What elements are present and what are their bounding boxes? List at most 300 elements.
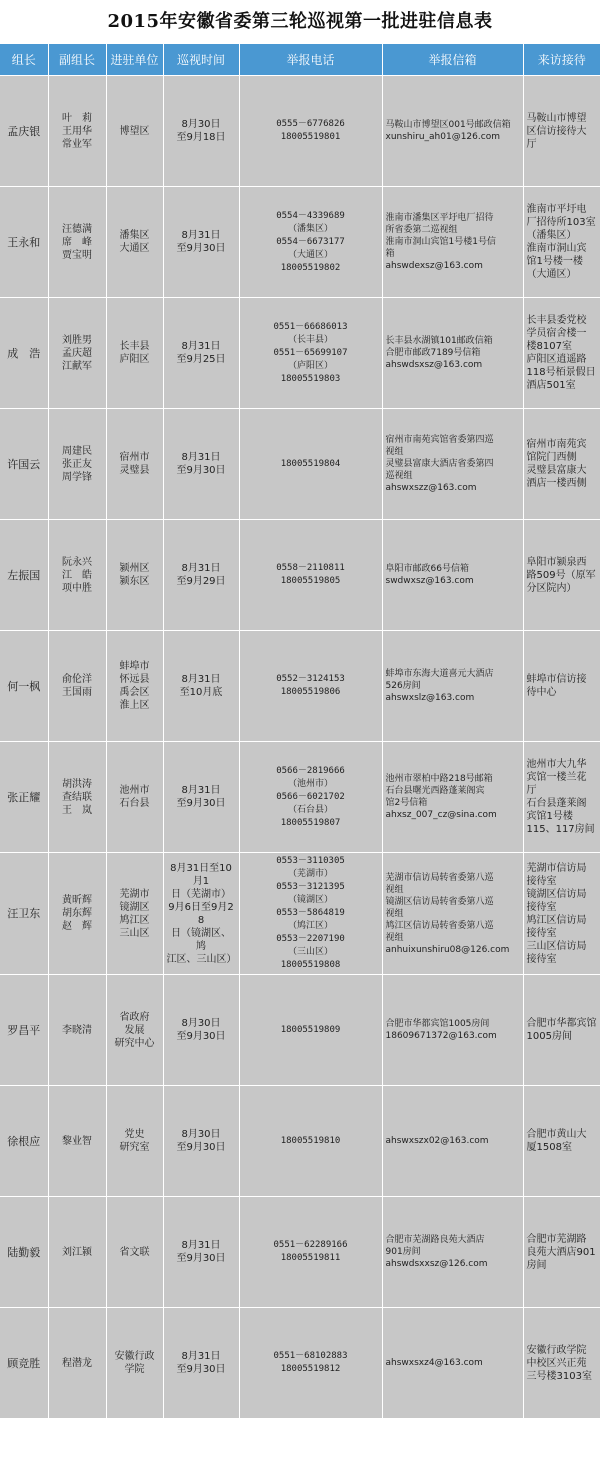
cell-leader: 许国云 <box>0 409 48 520</box>
cell-unit-line: 蚌埠市 <box>119 661 150 672</box>
cell-unit-line: 研究中心 <box>114 1037 155 1049</box>
cell-phone-line: 0551－66686013 <box>273 321 348 332</box>
cell-leader: 陆勤毅 <box>0 1197 48 1308</box>
cell-reception-line: 三号楼3103室 <box>526 1370 592 1382</box>
cell-deputies <box>48 853 106 975</box>
cell-deputies <box>48 1197 106 1308</box>
cell-time-line: 8月31日 <box>181 563 221 574</box>
cell-deputies-line: 江 皓 <box>62 569 92 581</box>
cell-reception-line: 三山区信访局 <box>526 940 587 952</box>
cell-deputies-line: 孟庆超 <box>62 347 92 359</box>
cell-mailbox <box>382 853 523 975</box>
cell-reception-line: 合肥市华都宾馆 <box>526 1018 597 1029</box>
cell-unit-line: 研究室 <box>119 1142 150 1153</box>
cell-phone <box>239 76 382 187</box>
cell-unit-line: 池州市 <box>119 785 150 796</box>
table-row <box>0 187 600 298</box>
header-reception: 来访接待 <box>523 44 600 76</box>
cell-phone-line: 0551－68102883 <box>273 1351 348 1361</box>
cell-phone-line: （鸠江区） <box>287 921 333 931</box>
cell-reception-line: 石台县蓬莱阁 <box>526 798 587 809</box>
cell-time-line: 至10月底 <box>179 687 223 698</box>
cell-reception <box>523 742 600 853</box>
cell-leader: 左振国 <box>0 520 48 631</box>
cell-mailbox-line: 馆2号信箱 <box>385 798 428 808</box>
cell-time-line: 8月31日 <box>181 1351 221 1362</box>
table-body <box>0 76 600 1419</box>
cell-phone-line: 0566－6021702 <box>276 791 345 802</box>
cell-mailbox-line: 灵璧县富康大酒店省委第四 <box>385 459 494 469</box>
cell-reception-line: 宾馆一楼兰花 <box>526 772 587 783</box>
cell-reception-line: 路509号（原军 <box>526 569 596 581</box>
cell-unit-line: 怀远县 <box>119 674 150 685</box>
cell-phone-line: （大通区） <box>287 249 333 260</box>
cell-mailbox <box>382 76 523 187</box>
cell-mailbox-line: 526房间 <box>385 681 421 691</box>
cell-reception-line: 镜湖区信访局 <box>526 888 587 900</box>
cell-time-line: 至9月29日 <box>176 576 226 587</box>
cell-mailbox-line: 阜阳市邮政66号信箱 <box>385 564 469 574</box>
cell-phone-line: 0553－3110305 <box>276 856 345 866</box>
cell-time <box>163 187 239 298</box>
cell-deputies <box>48 1308 106 1419</box>
cell-reception-line: 合肥市黄山大 <box>526 1129 587 1140</box>
cell-phone-line: 18005519805 <box>280 576 341 586</box>
cell-phone <box>239 409 382 520</box>
cell-reception-line: 厅 <box>526 785 537 796</box>
cell-unit-line: 发展 <box>124 1024 145 1036</box>
cell-phone <box>239 187 382 298</box>
cell-mailbox-line: 巡视组 <box>385 471 413 481</box>
table-row <box>0 742 600 853</box>
cell-deputies <box>48 520 106 631</box>
cell-mailbox <box>382 742 523 853</box>
cell-phone <box>239 975 382 1086</box>
cell-reception-line: 厅 <box>526 138 537 150</box>
cell-phone-line: 0551－62289166 <box>273 1240 348 1250</box>
cell-unit-line: 长丰县 <box>119 341 150 352</box>
cell-deputies-line: 赵 辉 <box>62 921 92 932</box>
table-row <box>0 76 600 187</box>
table-row <box>0 975 600 1086</box>
cell-unit <box>106 853 163 975</box>
cell-reception-line: 接待室 <box>526 927 557 939</box>
cell-unit-line: 党史 <box>124 1129 145 1140</box>
page-title: 2015年安徽省委第三轮巡视第一批进驻信息表 <box>107 11 493 32</box>
cell-mailbox <box>382 1308 523 1419</box>
cell-mailbox-line: 箱 <box>385 249 395 259</box>
cell-mailbox-line: ahswxslz@163.com <box>385 693 475 703</box>
table-row <box>0 1086 600 1197</box>
cell-deputies-line: 查结联 <box>62 791 92 803</box>
cell-leader: 汪卫东 <box>0 853 48 975</box>
cell-deputies-line: 王 岚 <box>62 804 92 816</box>
cell-mailbox-line: ahswxszz@163.com <box>385 483 477 493</box>
cell-time-line: 8月31日 <box>181 785 221 796</box>
cell-unit-line: 三山区 <box>119 927 150 939</box>
cell-phone-line: 0554－6673177 <box>276 236 345 247</box>
cell-time-line: 至9月30日 <box>176 1142 226 1153</box>
cell-reception-line: 酒店501室 <box>526 380 576 391</box>
cell-reception-line: 厦1508室 <box>526 1142 572 1153</box>
table-row <box>0 520 600 631</box>
cell-reception <box>523 409 600 520</box>
table-row <box>0 298 600 409</box>
cell-reception <box>523 853 600 975</box>
cell-mailbox-line: 合肥市邮政7189号信箱 <box>385 348 481 358</box>
cell-deputies <box>48 187 106 298</box>
cell-reception-line: （大通区） <box>526 269 577 280</box>
cell-reception <box>523 298 600 409</box>
cell-phone-line: 18005519808 <box>280 960 341 970</box>
cell-phone-line: 0552－3124153 <box>276 674 345 684</box>
cell-phone-line: 0551－65699107 <box>273 347 348 358</box>
cell-deputies-line: 周建民 <box>62 445 92 457</box>
cell-phone-line: 18005519806 <box>280 687 341 697</box>
cell-deputies-line: 黄昕辉 <box>62 895 92 906</box>
cell-reception-line: 楼8107室 <box>526 341 572 352</box>
cell-unit-line: 灵璧县 <box>119 465 150 476</box>
cell-phone-line: 0558－2110811 <box>276 563 345 573</box>
cell-phone-line: 0566－2819666 <box>276 765 345 776</box>
cell-mailbox-line: 901房间 <box>385 1247 421 1257</box>
cell-deputies-line: 张正友 <box>62 458 92 470</box>
cell-reception-line: 馆1号楼一楼 <box>526 256 583 267</box>
cell-time <box>163 409 239 520</box>
cell-unit-line: 宿州市 <box>119 452 150 463</box>
cell-phone-line: 18005519807 <box>280 817 341 828</box>
cell-time-line: 日（镜湖区、鸠 <box>171 927 231 952</box>
cell-mailbox-line: ahswxszx02@163.com <box>385 1136 489 1146</box>
cell-deputies-line: 周学锋 <box>62 471 92 483</box>
cell-deputies-line: 汪德满 <box>62 223 92 235</box>
cell-mailbox <box>382 1197 523 1308</box>
cell-reception-line: 安徽行政学院 <box>526 1344 587 1356</box>
cell-unit <box>106 1197 163 1308</box>
cell-unit-line: 学院 <box>124 1364 145 1375</box>
cell-reception-line: 待中心 <box>526 687 557 698</box>
cell-mailbox-line: ahswdexsz@163.com <box>385 261 483 271</box>
cell-deputies-line: 席 峰 <box>62 236 92 248</box>
cell-leader: 罗昌平 <box>0 975 48 1086</box>
cell-reception-line: 宾馆1号楼 <box>526 811 573 822</box>
cell-deputies-line: 项中胜 <box>62 582 92 594</box>
cell-time <box>163 975 239 1086</box>
cell-reception-line: 118号栢景假日 <box>526 367 596 378</box>
table-row <box>0 853 600 975</box>
cell-mailbox-line: anhuixunshiru08@126.com <box>385 944 510 955</box>
cell-reception-line: 鸠江区信访局 <box>526 914 587 926</box>
cell-time-line: 8月30日 <box>181 119 221 130</box>
cell-mailbox-line: xunshiru_ah01@126.com <box>385 132 500 142</box>
cell-reception <box>523 1308 600 1419</box>
cell-unit-line: 颍东区 <box>119 576 150 587</box>
cell-reception-line: 长丰县委党校 <box>526 315 587 326</box>
cell-mailbox-line: ahswdsxxsz@126.com <box>385 1259 488 1269</box>
cell-deputies-line: 黎业智 <box>62 1135 92 1147</box>
cell-reception-line: 阜阳市颍泉西 <box>526 556 587 568</box>
cell-time-line: 至9月18日 <box>176 132 226 143</box>
cell-mailbox <box>382 187 523 298</box>
cell-time-line: 江区、三山区） <box>166 953 237 965</box>
header-time: 巡视时间 <box>163 44 239 76</box>
cell-time-line: 8月31日 <box>181 1240 221 1251</box>
cell-deputies <box>48 631 106 742</box>
cell-time <box>163 298 239 409</box>
cell-deputies-line: 叶 莉 <box>62 112 92 124</box>
cell-deputies-line: 胡洪涛 <box>62 778 92 790</box>
cell-time-line: 至9月30日 <box>176 1364 226 1375</box>
cell-reception <box>523 631 600 742</box>
cell-phone-line: 18005519802 <box>280 262 341 273</box>
cell-reception-line: 合肥市芜湖路 <box>526 1233 587 1245</box>
cell-phone-line: （芜湖市） <box>287 869 333 879</box>
cell-phone-line: （镜湖区） <box>287 895 333 905</box>
cell-unit-line: 省文联 <box>119 1246 150 1258</box>
cell-deputies-line: 俞伦洋 <box>62 674 92 685</box>
table-row <box>0 1197 600 1308</box>
cell-reception-line: 宿州市南苑宾 <box>526 439 587 450</box>
cell-reception <box>523 1197 600 1308</box>
cell-reception-line: 蚌埠市信访接 <box>526 674 587 685</box>
cell-time <box>163 853 239 975</box>
cell-leader: 孟庆银 <box>0 76 48 187</box>
cell-phone-line: 18005519811 <box>280 1253 341 1263</box>
table-row <box>0 409 600 520</box>
cell-phone <box>239 298 382 409</box>
cell-unit <box>106 975 163 1086</box>
cell-mailbox-line: 视组 <box>385 932 404 943</box>
cell-phone-line: 18005519801 <box>280 132 341 142</box>
cell-unit-line: 芜湖市 <box>119 888 150 900</box>
cell-reception-line: 中校区兴正苑 <box>526 1357 587 1369</box>
cell-reception-line: 区信访接待大 <box>526 125 587 137</box>
cell-phone-line: 18005519803 <box>280 373 341 384</box>
cell-phone <box>239 1086 382 1197</box>
cell-phone-line: （石台县） <box>287 804 333 815</box>
cell-mailbox-line: ahswxsxz4@163.com <box>385 1358 483 1368</box>
cell-phone <box>239 520 382 631</box>
cell-time-line: 至9月30日 <box>176 465 226 476</box>
cell-time <box>163 1197 239 1308</box>
cell-unit <box>106 742 163 853</box>
cell-time-line: 日（芜湖市） <box>171 888 231 900</box>
table-row <box>0 631 600 742</box>
cell-unit-line: 石台县 <box>119 798 150 809</box>
cell-mailbox-line: 镜湖区信访局转省委第八巡 <box>385 896 494 907</box>
cell-leader: 成 浩 <box>0 298 48 409</box>
cell-reception-line: 池州市大九华 <box>526 759 587 770</box>
cell-time-line: 8月31日 <box>181 674 221 685</box>
cell-reception-line: 学员宿舍楼一 <box>526 328 587 339</box>
cell-mailbox <box>382 975 523 1086</box>
cell-deputies-line: 阮永兴 <box>62 556 92 568</box>
cell-time-line: 至9月30日 <box>176 243 226 254</box>
cell-time-line: 8月31日至10月1 <box>170 862 232 887</box>
cell-mailbox-line: 马鞍山市博望区001号邮政信箱 <box>385 120 511 130</box>
cell-unit-line: 省政府 <box>119 1011 150 1023</box>
cell-mailbox-line: 视组 <box>385 447 404 457</box>
cell-unit <box>106 76 163 187</box>
cell-mailbox-line: 石台县曙光西路蓬莱阁宾 <box>385 786 485 796</box>
cell-time-line: 8月30日 <box>181 1018 221 1029</box>
cell-reception-line: 酒店一楼西侧 <box>526 478 587 489</box>
cell-reception-line: （潘集区） <box>526 230 577 241</box>
cell-unit <box>106 187 163 298</box>
cell-phone-line: （三山区） <box>287 947 333 957</box>
cell-mailbox-line: 合肥市芜湖路良苑大酒店 <box>385 1235 485 1245</box>
header-row <box>0 44 600 76</box>
cell-unit-line: 颍州区 <box>119 563 150 574</box>
cell-mailbox-line: ahxsz_007_cz@sina.com <box>385 810 497 820</box>
cell-unit-line: 镜湖区 <box>119 901 150 913</box>
cell-reception-line: 馆院门西侧 <box>526 452 577 463</box>
cell-phone-line: 0553－5864819 <box>276 908 345 918</box>
cell-reception-line: 接待室 <box>526 875 557 887</box>
cell-unit <box>106 631 163 742</box>
cell-unit <box>106 1308 163 1419</box>
cell-unit <box>106 1086 163 1197</box>
cell-mailbox-line: 宿州市南苑宾馆省委第四巡 <box>385 435 494 445</box>
cell-phone-line: 0553－2207190 <box>276 934 345 944</box>
cell-deputies-line: 贾宝明 <box>62 249 92 261</box>
cell-leader: 王永和 <box>0 187 48 298</box>
cell-deputies-line: 王国雨 <box>62 687 92 698</box>
cell-reception-line: 厂招待所103室 <box>526 217 596 228</box>
cell-reception <box>523 1086 600 1197</box>
cell-phone-line: （潘集区） <box>287 223 333 234</box>
cell-leader: 顾竞胜 <box>0 1308 48 1419</box>
cell-mailbox <box>382 520 523 631</box>
cell-mailbox-line: 长丰县水湖镇101邮政信箱 <box>385 336 493 346</box>
cell-time <box>163 742 239 853</box>
cell-reception <box>523 520 600 631</box>
cell-phone-line: （长丰县） <box>287 334 333 345</box>
cell-mailbox-line: 淮南市洞山宾馆1号楼1号信 <box>385 237 496 247</box>
cell-phone <box>239 742 382 853</box>
cell-deputies <box>48 975 106 1086</box>
cell-phone <box>239 853 382 975</box>
cell-phone-line: （池州市） <box>287 778 333 789</box>
cell-deputies-line: 刘胜男 <box>62 334 92 346</box>
cell-time-line: 至9月30日 <box>176 1253 226 1264</box>
cell-mailbox <box>382 298 523 409</box>
cell-reception-line: 接待室 <box>526 901 557 913</box>
cell-leader: 徐根应 <box>0 1086 48 1197</box>
cell-mailbox-line: 视组 <box>385 908 404 919</box>
cell-mailbox-line: 合肥市华都宾馆1005房间 <box>385 1019 490 1029</box>
cell-unit-line: 大通区 <box>119 243 150 254</box>
cell-reception-line: 115、117房间 <box>526 824 595 835</box>
cell-time <box>163 520 239 631</box>
cell-reception-line: 1005房间 <box>526 1031 572 1042</box>
cell-deputies <box>48 409 106 520</box>
cell-reception-line: 分区院内） <box>526 582 577 594</box>
cell-unit <box>106 298 163 409</box>
cell-deputies <box>48 742 106 853</box>
cell-mailbox-line: 芜湖市信访局转省委第八巡 <box>385 872 494 883</box>
cell-leader: 何一枫 <box>0 631 48 742</box>
cell-mailbox <box>382 631 523 742</box>
cell-mailbox-line: ahswdsxsz@163.com <box>385 360 483 370</box>
cell-time <box>163 76 239 187</box>
cell-mailbox-line: 鸠江区信访局转省委第八巡 <box>385 920 494 931</box>
cell-deputies-line: 常业军 <box>62 138 92 150</box>
cell-unit-line: 潘集区 <box>119 230 150 241</box>
cell-unit <box>106 520 163 631</box>
cell-unit-line: 禹会区 <box>119 687 150 698</box>
cell-reception <box>523 187 600 298</box>
table-row <box>0 1308 600 1419</box>
cell-phone <box>239 631 382 742</box>
cell-leader: 张正耀 <box>0 742 48 853</box>
cell-phone <box>239 1197 382 1308</box>
cell-mailbox-line: swdwxsz@163.com <box>385 576 474 586</box>
cell-mailbox-line: 蚌埠市东海大道喜元大酒店 <box>385 669 494 679</box>
cell-phone <box>239 1308 382 1419</box>
cell-unit-line: 淮上区 <box>119 700 150 711</box>
cell-time <box>163 631 239 742</box>
cell-mailbox <box>382 1086 523 1197</box>
cell-deputies-line: 刘江颍 <box>62 1246 92 1258</box>
cell-time-line: 8月31日 <box>181 341 221 352</box>
cell-time-line: 9月6日至9月28 <box>168 901 234 926</box>
cell-phone-line: 0553－3121395 <box>276 882 345 892</box>
cell-reception-line: 马鞍山市博望 <box>526 112 587 124</box>
cell-phone-line: 18005519810 <box>280 1135 341 1146</box>
cell-unit-line: 鸠江区 <box>119 914 150 926</box>
header-phone: 举报电话 <box>239 44 382 76</box>
cell-mailbox-line: 淮南市潘集区平圩电厂招待 <box>385 213 494 223</box>
cell-deputies <box>48 298 106 409</box>
cell-unit-line: 博望区 <box>119 125 150 137</box>
header-deputy: 副组长 <box>48 44 106 76</box>
cell-time-line: 至9月30日 <box>176 798 226 809</box>
cell-mailbox <box>382 409 523 520</box>
cell-reception-line: 淮南市平圩电 <box>526 204 587 215</box>
cell-mailbox-line: 池州市翠柏中路218号邮箱 <box>385 774 493 784</box>
cell-time <box>163 1086 239 1197</box>
cell-reception-line: 淮南市洞山宾 <box>526 243 587 254</box>
cell-unit-line: 庐阳区 <box>119 354 150 365</box>
cell-deputies-line: 胡东辉 <box>62 908 92 919</box>
cell-deputies <box>48 1086 106 1197</box>
cell-time-line: 8月30日 <box>181 1129 221 1140</box>
cell-phone-line: （庐阳区） <box>287 360 333 371</box>
cell-mailbox-line: 18609671372@163.com <box>385 1031 497 1041</box>
header-unit: 进驻单位 <box>106 44 163 76</box>
cell-deputies-line: 程潜龙 <box>62 1357 92 1369</box>
cell-reception <box>523 76 600 187</box>
cell-time <box>163 1308 239 1419</box>
cell-time-line: 8月31日 <box>181 452 221 463</box>
cell-unit <box>106 409 163 520</box>
cell-mailbox-line: 所省委第二巡视组 <box>385 225 458 235</box>
cell-reception-line: 庐阳区逍遥路 <box>526 354 587 365</box>
cell-phone-line: 18005519809 <box>280 1024 341 1035</box>
cell-reception-line: 接待室 <box>526 953 557 965</box>
cell-phone-line: 0555－6776826 <box>276 119 345 129</box>
cell-unit-line: 安徽行政 <box>114 1351 155 1362</box>
cell-time-line: 至9月30日 <box>176 1031 226 1042</box>
cell-time-line: 至9月25日 <box>176 354 226 365</box>
cell-reception <box>523 975 600 1086</box>
info-table <box>0 44 600 1419</box>
cell-reception-line: 房间 <box>526 1259 547 1271</box>
cell-reception-line: 芜湖市信访局 <box>526 862 587 874</box>
header-mailbox: 举报信箱 <box>382 44 523 76</box>
cell-deputies <box>48 76 106 187</box>
